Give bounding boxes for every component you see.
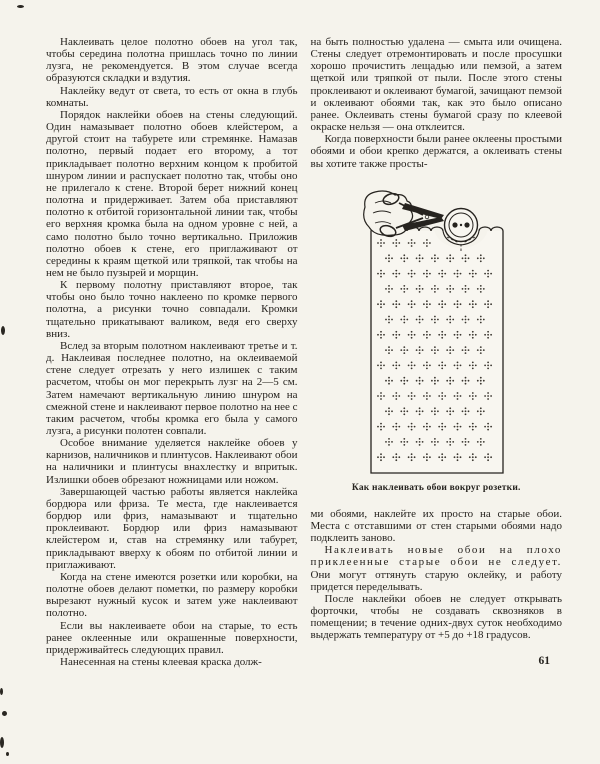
paragraph: Вслед за вторым полотном наклеивают третье и т. д. Наклеивая последнее полотно, на оклеиваемой стене следует отрезать у него излишек с таким расчетом, чтобы он мог перекрыть лузг на 2—5 см. Затем намечают вертикальную линию шнуром на смежной стене и наклеивают первое полотно на нее с таким расчетом, чтобы кромка его была у самого лузга, а рисунки полотен совпали.: [46, 339, 298, 437]
paragraph: Наклеивать целое полотно обоев на угол так, чтобы середина полотна пришлась точно по линии лузга, не рекомендуется. В этом случае всегда образуются складки и вздутия.: [46, 36, 298, 85]
paragraph: После наклейки обоев не следует открывать форточки, чтобы не создавать сквозняков в помещении; в течение одних-двух суток необходимо выдержать температуру от +5 до +18 градусов.: [310, 592, 562, 642]
paragraph: Особое внимание уделяется наклейке обоев у карнизов, наличников и плинтусов. Наклеивают обои на наличники и плинтусы внахлестку и впритык. Излишки обоев обрезают ножницами или ножом.: [46, 437, 298, 486]
figure-caption: Как наклеивать обои вокруг розетки.: [351, 482, 521, 493]
scan-speck: [2, 711, 7, 716]
paragraph: К первому полотну приставляют второе, так чтобы оно было точно наклеено по кромке первого полотна, а рисунки точно совпадали. Кромки тщательно прикатывают валиком, ведя его сверху вниз.: [46, 279, 298, 340]
left-column: [46, 36, 298, 668]
scissors-pivot: [425, 215, 429, 219]
paragraph-text: Они могут оттянуть старую оклейку, и работу придется переделывать.: [310, 568, 562, 593]
figure-illustration: [361, 185, 511, 477]
paragraph: Наклейку ведут от света, то есть от окна в глубь комнаты.: [46, 84, 298, 109]
scan-speck: [0, 688, 3, 695]
paragraph: Нанесенная на стены клеевая краска долж-: [60, 655, 262, 668]
paragraph: Завершающей частью работы является наклейка бордюра или фриза. Те места, где наклеивается бордюр или фриз, намазывают и тщательно проклеивают. Бордюр или фриз намазывают клейстером и, став на стремянку или табурет, прикладывают вверху к обоям по отбитой линии и приглаживают.: [46, 485, 298, 571]
paragraph: Когда на стене имеются розетки или коробки, на полотне обоев делают пометки, по размеру коробки вырезают нужный кусок и затем уже наклеивают полотно.: [46, 570, 298, 620]
scan-speck: [0, 737, 4, 748]
paragraph-emphasized: [311, 544, 563, 593]
paragraph: ми обоями, наклейте их просто на старые обои. Места с отставшими от стен старыми обоями надо подклеить заново.: [310, 507, 562, 545]
wallpaper-strip: [371, 231, 503, 473]
socket-rosette-icon: [445, 208, 478, 241]
book-page-columns: [46, 36, 562, 668]
paragraph: на быть полностью удалена — смыта или очищена. Стены следует отремонтировать и после просушки хорошо прочистить лещадью или пемзой, а затем щеткой или тряпкой от пыли. После этого стены проклеивают и оклеивают бумагой, зачищают пемзой и оклеивают обоями так, как это было описано ранее. Оклеивать стены бумагой сразу по клеевой окраске нельзя — она отклеится.: [310, 36, 562, 134]
figure-wallpaper-around-socket: [361, 185, 511, 477]
paragraph: Порядок наклейки обоев на стены следующий. Один намазывает полотно обоев клейстером, а другой стоит на табурете или стремянке. Намазав полотно, первый подает его второму, а тот прикладывает полотно верхним концом к пробитой шнуром линии и распускает полотно так, чтобы оно не прилегало к стене. Второй берет нижний конец полотна и придерживает. Затем оба приставляют полотно к отбитой горизонтальной линии так, чтобы его верхняя кромка была на одном уровне с ней, а само полотно было точно вертикально. Приложив полотно обоев к стене, его приглаживают от середины к краям щеткой или тряпкой, так чтобы на нем не было пузырей и морщин.: [46, 108, 298, 279]
right-column: [311, 36, 563, 668]
paragraph: Если вы наклеиваете обои на старые, то есть ранее оклеенные или окрашенные поверхности, придерживайтесь следующих правил.: [46, 619, 298, 656]
scan-speck: [1, 326, 5, 335]
emphasized-text: Наклеивать новые обои на плохо приклеенные старые обои не следует.: [310, 544, 562, 569]
scan-speck: [17, 5, 24, 8]
paragraph: Когда поверхности были ранее оклеены простыми обоями и обои крепко держатся, а оклеивать стены вы хотите также просты-: [310, 133, 562, 170]
page-number: 61: [538, 655, 550, 668]
scan-speck: [6, 752, 9, 756]
